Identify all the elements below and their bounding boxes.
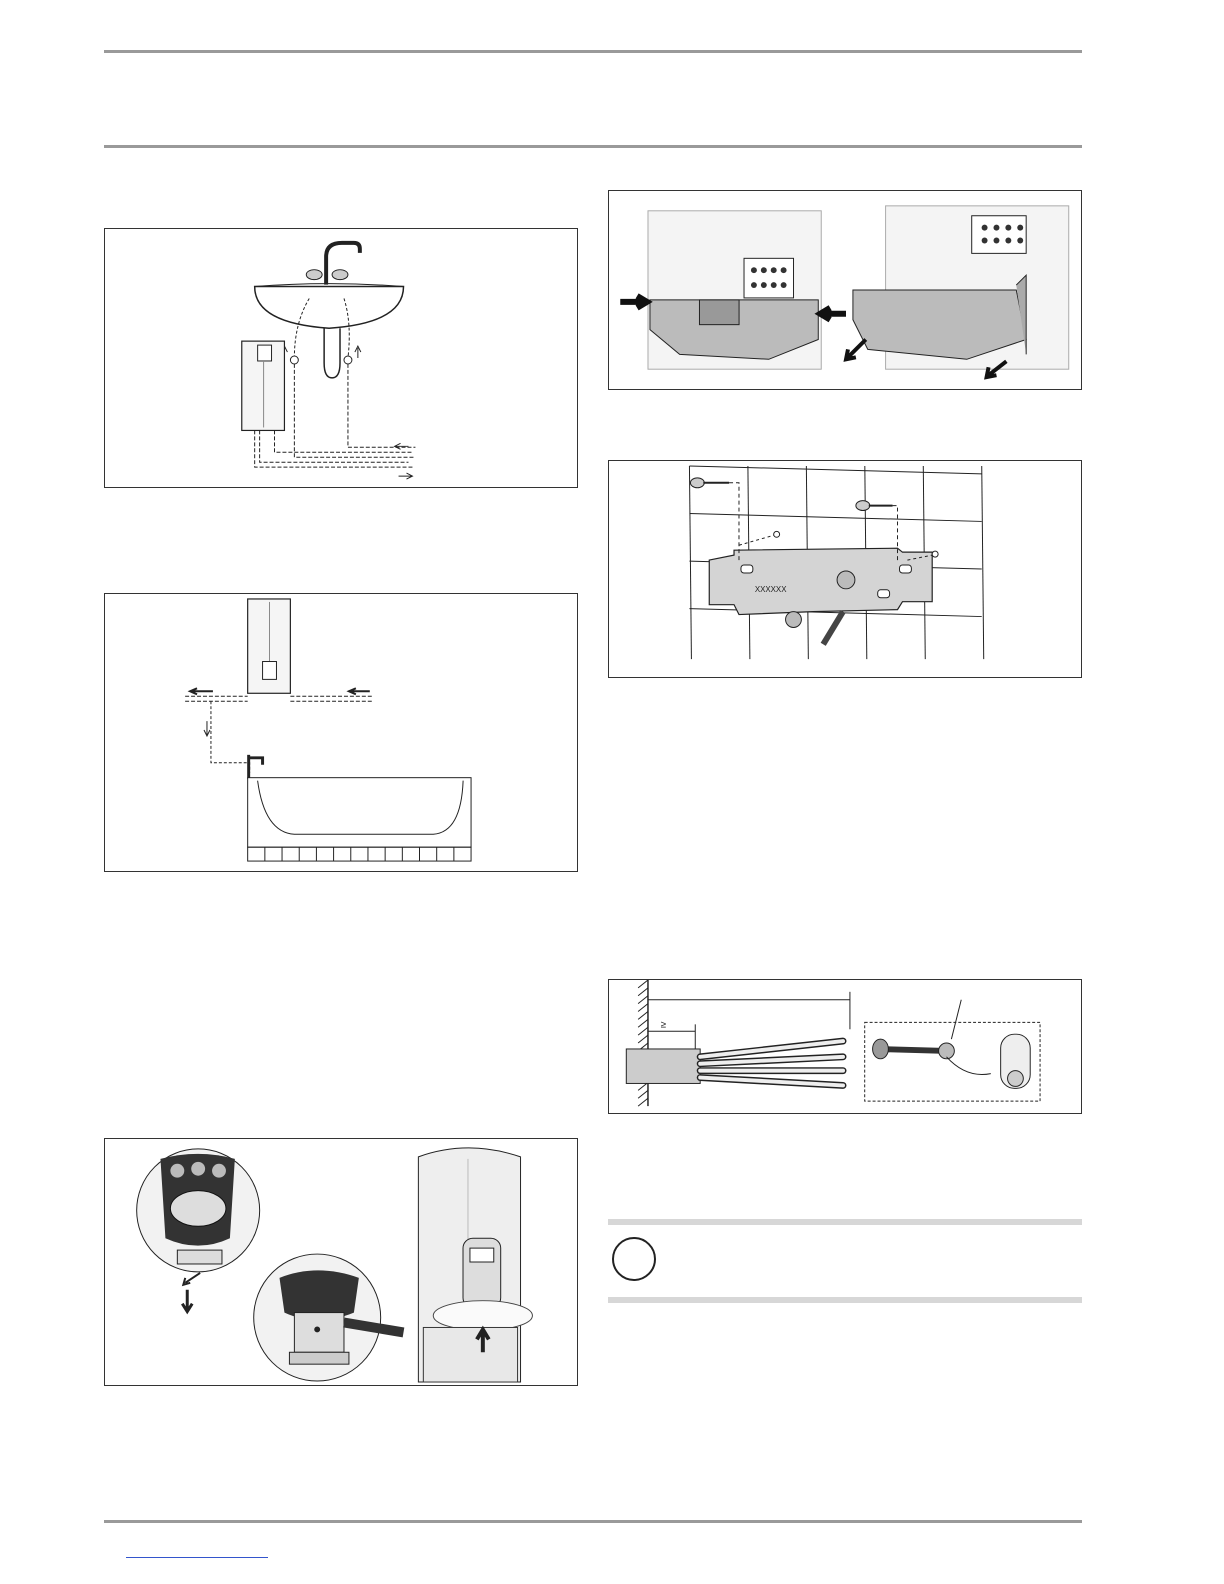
wall-hatch-line <box>638 1012 648 1020</box>
wall-tile-joint <box>689 466 981 474</box>
header-bottom-rule <box>104 145 1082 148</box>
sink-drawing <box>105 229 577 487</box>
cover-removal-drawing <box>105 1139 577 1385</box>
wall-hatch-line <box>638 996 648 1004</box>
wall-hatch-line <box>638 1035 648 1043</box>
mounting-plate-drawing <box>609 461 1081 677</box>
cable-drawing <box>609 980 1081 1113</box>
cable-dimension-symbol: ≥ <box>660 1019 667 1031</box>
wall-tile-joint <box>982 466 984 659</box>
note-bottom-bar <box>608 1297 1082 1303</box>
wall-hatch-line <box>638 1004 648 1012</box>
wall-hatch-line <box>638 988 648 996</box>
note-top-bar <box>608 1219 1082 1225</box>
footer-link-underline[interactable] <box>126 1557 268 1558</box>
wall-hatch-line <box>638 1090 648 1098</box>
under-sink-installation-diagram <box>104 228 578 488</box>
cable-stripping-diagram <box>608 979 1082 1114</box>
wall-tile-joint <box>689 514 981 522</box>
bathtub-drawing <box>105 594 577 871</box>
wall-hatch-line <box>638 1027 648 1035</box>
terminal-block-bracket-removal-illustration <box>608 190 1082 390</box>
info-icon <box>612 1237 656 1281</box>
wall-mounting-plate-illustration <box>608 460 1082 678</box>
bathtub-installation-diagram <box>104 593 578 872</box>
mounting-plate-label: XXXXXX <box>754 584 787 594</box>
wall-tile-joint <box>689 466 691 659</box>
wall-hatch-line <box>638 1098 648 1106</box>
bracket-drawing <box>609 191 1081 389</box>
wall-hatch-line <box>638 980 648 988</box>
header-top-rule <box>104 50 1082 53</box>
footer-rule <box>104 1520 1082 1523</box>
cover-removal-illustration <box>104 1138 578 1386</box>
wall-hatch-line <box>638 1019 648 1027</box>
